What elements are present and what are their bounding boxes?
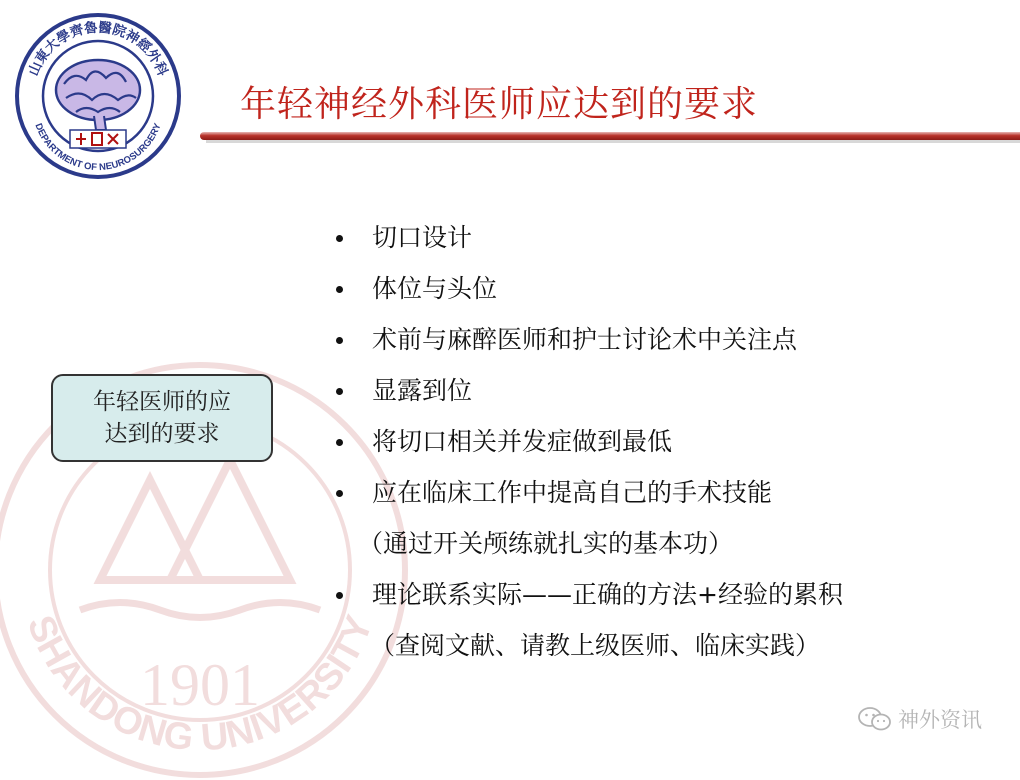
list-item-note: （查阅文献、请教上级医师、临床实践） [370,631,821,660]
callout-line-1: 年轻医师的应 [93,389,231,415]
watermark-year: 1901 [140,652,260,718]
wechat-watermark [858,704,982,734]
callout-line-2: 达到的要求 [104,421,220,447]
list-item-note: （通过开关颅练就扎实的基本功） [358,529,734,558]
summary-callout [51,374,273,462]
logo-ring-text-bottom: DEPARTMENT OF NEUROSURGERY [32,121,164,174]
wechat-icon [858,706,892,732]
list-item: 术前与麻醉医师和护士讨论术中关注点 [330,317,1010,368]
list-item: 将切口相关并发症做到最低 [330,419,1010,470]
list-item: 应在临床工作中提高自己的手术技能 [330,470,1010,521]
department-logo [14,12,182,180]
list-item: 体位与头位 [330,266,1010,317]
watermark-ring-text: SHANDONG UNIVERSITY [18,610,382,760]
logo-ring-text-top: 山東大學齊魯醫院神經外科 [25,19,171,79]
list-item: 显露到位 [330,368,1010,419]
requirements-list [330,215,1010,674]
list-item: 理论联系实际——正确的方法+经验的累积 [330,572,1010,623]
list-item: 切口设计 [330,215,1010,266]
wechat-account-label: 神外资讯 [898,708,982,732]
slide-title: 年轻神经外科医师应达到的要求 [240,84,759,125]
title-rule [200,132,1020,142]
